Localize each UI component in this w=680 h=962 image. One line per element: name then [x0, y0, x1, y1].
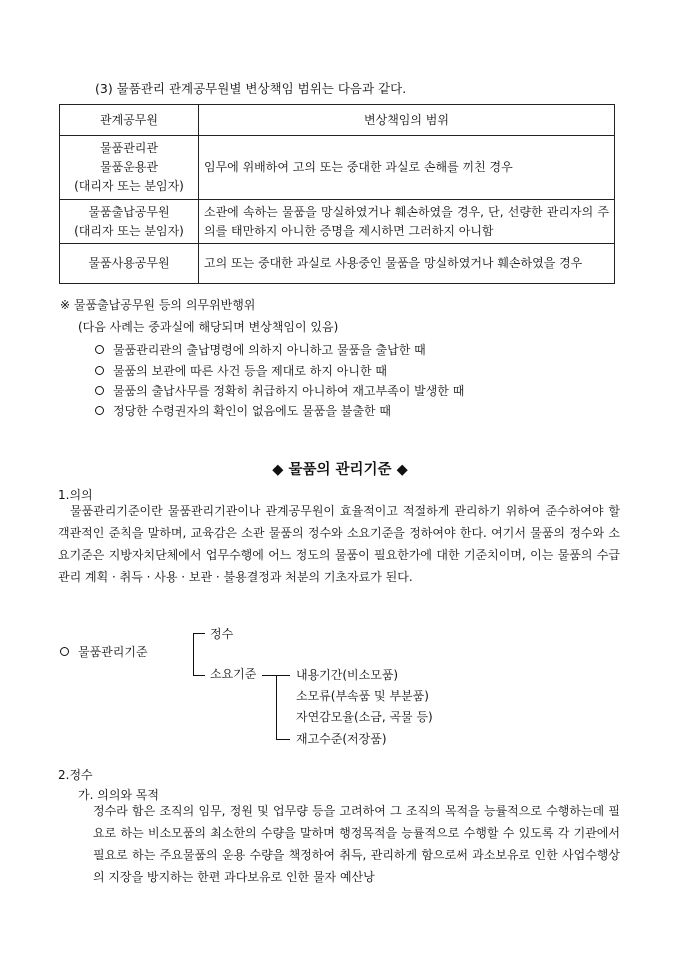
tree-root — [60, 643, 148, 660]
table-header-cell: 관계공무원 — [60, 105, 199, 136]
scope-cell: 임무에 위배하여 고의 또는 중대한 과실로 손해를 끼친 경우 — [199, 136, 615, 200]
scope-cell: 고의 또는 중대한 과실로 사용중인 물품을 망실하였거나 훼손하였을 경우 — [199, 244, 615, 284]
tree-leaf: 자연감모율(소금, 곡물 등) — [296, 710, 433, 724]
role-cell — [60, 200, 199, 244]
heading-1: 1.의의 — [58, 488, 93, 502]
role-cell — [60, 136, 199, 200]
circle-bullet-icon — [95, 406, 104, 415]
heading-2: 2.정수 — [58, 768, 93, 782]
note-title: ※ 물품출납공무원 등의 의무위반행위 — [60, 298, 256, 312]
tree-leaf: 재고수준(저장품) — [296, 732, 387, 746]
role-line: (대리자 또는 분임자) — [74, 179, 184, 193]
liability-table — [59, 104, 615, 284]
circle-bullet-icon — [95, 345, 104, 354]
circle-bullet-icon — [95, 386, 104, 395]
list-item — [95, 382, 464, 399]
table-row — [60, 244, 615, 284]
paragraph-1 — [58, 500, 620, 588]
table-header-cell: 변상책임의 범위 — [199, 105, 615, 136]
role-line: 물품운용관 — [100, 160, 158, 174]
tree-connector — [276, 739, 290, 740]
tree-connector — [276, 675, 277, 740]
tree-connector — [193, 633, 205, 634]
tree-branch-a: 정수 — [210, 627, 234, 641]
table-header-row — [60, 105, 615, 136]
role-line: 물품출납공무원 — [88, 204, 170, 219]
paragraph-2: 정수라 함은 조직의 임무, 정원 및 업무량 등을 고려하여 그 조직의 목적을 능률적으로 수행하는데 필요로 하는 비소모품의 최소한의 수량을 말하며 행정목적을 능률적으로 수행할 수 있도록 각 기관에서 필요로 하는 주요물품의 운용 수량을 책정하여 취득, 관리하게 함으로써 과소보유로 인한 사업수행상의 지장을 방지하는 한편 과다보유로 인한 물자 예산낭 — [93, 804, 620, 884]
scope-cell: 소관에 속하는 물품을 망실하였거나 훼손하였을 경우, 단, 선량한 관리자의 주의를 태만하지 아니한 증명을 제시하면 그러하지 아니함 — [199, 200, 615, 244]
intro-text: (3) 물품관리 관계공무원별 변상책임 범위는 다음과 같다. — [95, 81, 407, 96]
list-item-text: 정당한 수령권자의 확인이 없음에도 물품을 불출한 때 — [113, 404, 391, 418]
tree-leaf: 소모류(부속품 및 부분품) — [296, 689, 429, 703]
table-row — [60, 200, 615, 244]
table-row — [60, 136, 615, 200]
role-line: 물품사용공무원 — [88, 256, 170, 270]
tree-connector — [262, 675, 276, 676]
tree-connector — [276, 675, 290, 676]
subheading-2a: 가. 의의와 목적 — [78, 788, 159, 802]
tree-leaf: 내용기간(비소모품) — [296, 668, 399, 682]
circle-bullet-icon — [95, 366, 104, 375]
list-item-text: 물품의 보관에 따른 사건 등을 제대로 하지 아니한 때 — [113, 364, 387, 378]
section-title: ◆ 물품의 관리기준 ◆ — [272, 462, 408, 478]
tree-connector — [193, 675, 205, 676]
note-subtitle: (다음 사례는 중과실에 해당되며 변상책임이 있음) — [78, 320, 339, 334]
tree-root-label: 물품관리기준 — [78, 645, 148, 659]
list-item — [95, 362, 387, 379]
list-item-text: 물품의 출납사무를 정확히 취급하지 아니하여 재고부족이 발생한 때 — [113, 384, 465, 398]
list-item — [95, 402, 391, 419]
circle-bullet-icon — [60, 647, 69, 656]
role-line: (대리자 또는 분임자) — [74, 223, 184, 238]
role-cell — [60, 244, 199, 284]
role-line: 물품관리관 — [100, 141, 158, 155]
list-item — [95, 341, 426, 358]
tree-connector — [193, 633, 194, 675]
paragraph-1-text: 물품관리기준이란 물품관리기관이나 관계공무원이 효율적이고 적절하게 관리하기 위하여 준수하여야 할 객관적인 준칙을 말하며, 교육감은 소관 물품의 정수와 소요기준을 정하여야 한다. 여기서 물품의 정수와 소요기준은 지방자치단체에서 업무수행에 어느 정도의 물품이 필요한가에 대한 기준치이며, 이는 물품의 수급관리 계획 · 취득 · 사용 · 보관 · 불용결정과 처분의 기초자료가 된다. — [58, 504, 620, 584]
list-item-text: 물품관리관의 출납명령에 의하지 아니하고 물품을 출납한 때 — [113, 343, 426, 357]
tree-branch-b: 소요기준 — [210, 667, 257, 681]
